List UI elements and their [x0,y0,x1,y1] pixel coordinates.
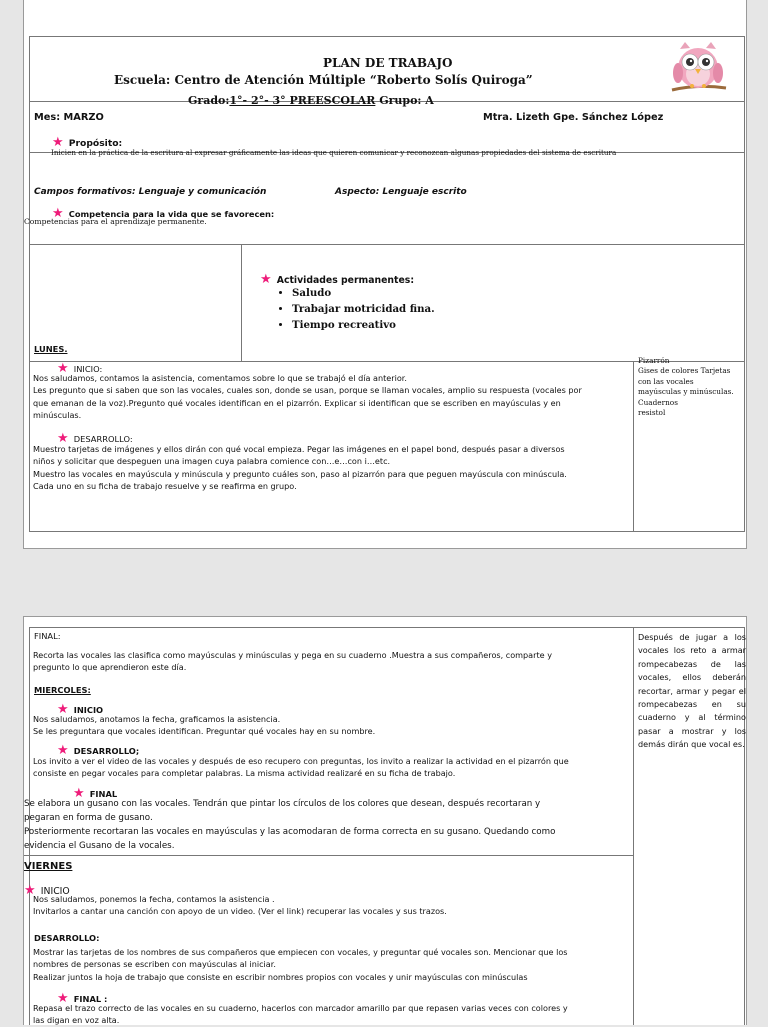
text-line: Nos saludamos, anotamos la fecha, graficamos la asistencia. [33,714,281,724]
text-line: Recorta las vocales las clasifica como mayúsculas y minúsculas y pega en su cuaderno .Muestra a sus compañeros, comparte y [33,650,552,660]
text-line: Se les preguntara que vocales identifican. Preguntar qué vocales hay en su nombre. [33,726,376,737]
aspect: Aspecto: Lenguaje escrito [335,187,467,197]
resource-item: Pizarrón [638,356,670,365]
text-line: pegaran en forma de gusano. [24,813,153,823]
competence-label: Competencia para la vida que se favorecen: [68,209,275,219]
page-1 [23,0,747,549]
text-line: las digan en voz alta. [33,1015,120,1026]
list-item: • Saludo [292,285,574,301]
text-line: Posteriormente recortaran las vocales en mayúsculas y las acomodaran de forma correcta en su gusano. Quedando como [24,827,556,837]
purpose-label: Propósito: [68,138,123,149]
permanent-list-wrapper [274,285,574,333]
monday-desarrollo-text [33,443,633,493]
text-line: Muestro tarjetas de imágenes y ellos dirán con qué vocal empieza. Pegar las imágenes en el papel bond, después pasar a diversos [33,444,565,454]
text-line: Mostrar las tarjetas de los nombres de sus compañeros que empiecen con vocales, y preguntar qué vocales son. Mencionar que los [33,947,568,957]
friday-inicio-text [33,893,633,918]
document-title: PLAN DE TRABAJO [323,56,453,70]
final-label: FINAL : [73,994,108,1004]
text-line: minúsculas. [33,410,82,421]
text-line: consiste en pegar vocales para completar palabras. La misma actividad realizaré en su ficha de trabajo. [33,768,456,779]
wednesday-desarrollo-text [33,755,633,780]
purpose-text: Inicien en la práctica de la escritura al expresar gráficamente las ideas que quieren comunicar y reconozcan algunas propiedades del sistema de escritura [51,148,617,157]
text-line: Realizar juntos la hoja de trabajo que consiste en escribir nombres propios con vocales y unir mayúsculas con minúsculas [33,971,528,982]
permanent-list [274,285,574,333]
star-icon: ★ [57,702,69,717]
star-icon: ★ [24,883,36,898]
grade-label: Grado: [188,94,230,107]
owl-icon [668,40,728,96]
star-icon: ★ [260,272,272,287]
month: Mes: MARZO [34,112,104,123]
resource-item: Cuadernos [638,397,678,407]
star-icon: ★ [52,135,64,150]
text-line: Invitarlos a cantar una canción con apoyo de un video. (Ver el link) recuperar las vocales y sus trazos. [33,906,447,917]
list-item: • Trabajar motricidad fina. [292,301,574,317]
list-item: • Tiempo recreativo [292,317,574,333]
text-line: evidencia el Gusano de la vocales. [24,841,175,851]
final-label: FINAL: [34,631,61,641]
resource-item: con las vocales [638,376,694,386]
competence-text: Competencias para el aprendizaje permanente. [24,217,207,226]
formative-fields: Campos formativos: Lenguaje y comunicación [34,187,267,197]
wednesday-inicio-text [33,713,633,738]
text-line: Muestro las vocales en mayúscula y minúscula y pregunto cuáles son, paso al pizarrón para que peguen mayúscula con minúscula. [33,468,567,479]
star-icon: ★ [52,206,64,221]
friday-desarrollo-text [33,946,633,983]
monday-resources [638,356,744,418]
day-wednesday: MIERCOLES: [34,685,91,695]
star-icon: ★ [57,743,69,758]
monday-inicio-text [33,372,633,422]
friday-final-text [33,1002,633,1027]
resource-item: mayúsculas y minúsculas. [638,387,734,397]
text-line: nombres de personas se escriben con mayúsculas al iniciar. [33,959,276,970]
star-icon: ★ [57,431,69,446]
wednesday-final-text [24,797,634,853]
grade-value: 1°- 2°- 3° PREESCOLAR [229,94,376,107]
text-line: Nos saludamos, contamos la asistencia, comentamos sobre lo que se trabajó el día anterior. [33,373,407,383]
star-icon: ★ [73,786,85,801]
text-line: niños y solicitar que despeguen una imagen cuya palabra comience con…e…con i…etc. [33,456,391,467]
star-icon: ★ [57,991,69,1006]
inicio-label: INICIO: [73,364,103,374]
text-line: Se elabora un gusano con las vocales. Tendrán que pintar los círculos de los colores que desean, después recortaran y [24,799,541,809]
final-label: FINAL [89,789,118,799]
text-line: Cada uno en su ficha de trabajo resuelve y se reafirma en grupo. [33,481,297,492]
grade-line [188,94,434,107]
text-line: que emanan de la voz).Pregunto qué vocales identifican en el pizarrón. Explicar si identifican que se escriben en mayúsculas y en [33,397,561,408]
desarrollo-label: DESARROLLO: [34,933,100,943]
desarrollo-label: DESARROLLO; [73,746,140,756]
day-monday: LUNES. [34,344,68,354]
inicio-label: INICIO [73,705,104,715]
inicio-label: INICIO [40,886,70,897]
text-line: pregunto lo que aprendieron este día. [33,662,187,673]
group-label: Grupo: A [375,94,434,107]
permanent-label: Actividades permanentes: [276,275,415,286]
star-icon: ★ [57,361,69,376]
text-line: Les pregunto que si saben que son las vocales, cuales son, donde se usan, porque se llaman vocales, amplio su respuesta (vocales por [33,385,582,396]
desarrollo-label: DESARROLLO: [73,434,133,444]
final-text [33,649,633,674]
text-line: Repasa el trazo correcto de las vocales en su cuaderno, hacerlos con marcador amarillo par que repasen varias veces con colores y [33,1003,568,1013]
teacher-name: Mtra. Lizeth Gpe. Sánchez López [483,112,664,123]
page-2 [23,616,747,1025]
text-line: Los invito a ver el video de las vocales y después de eso recupero con preguntas, los invito a realizar la actividad en el pizarrón que [33,756,569,766]
text-line: Nos saludamos, ponemos la fecha, contamos la asistencia . [33,894,275,904]
school-name: Escuela: Centro de Atención Múltiple “Roberto Solís Quiroga” [114,73,533,87]
side-note: Después de jugar a los vocales los reto a armar rompecabezas de las vocales, ellos deberán recortar, armar y pegar el rompecabezas en su cuaderno y al término pasar a mostrar y los demás dirán que vocal es. [638,632,746,750]
resource-item: Gises de colores Tarjetas [638,366,731,376]
resource-item: resistol [638,408,666,418]
day-friday: VIERNES [24,861,73,872]
